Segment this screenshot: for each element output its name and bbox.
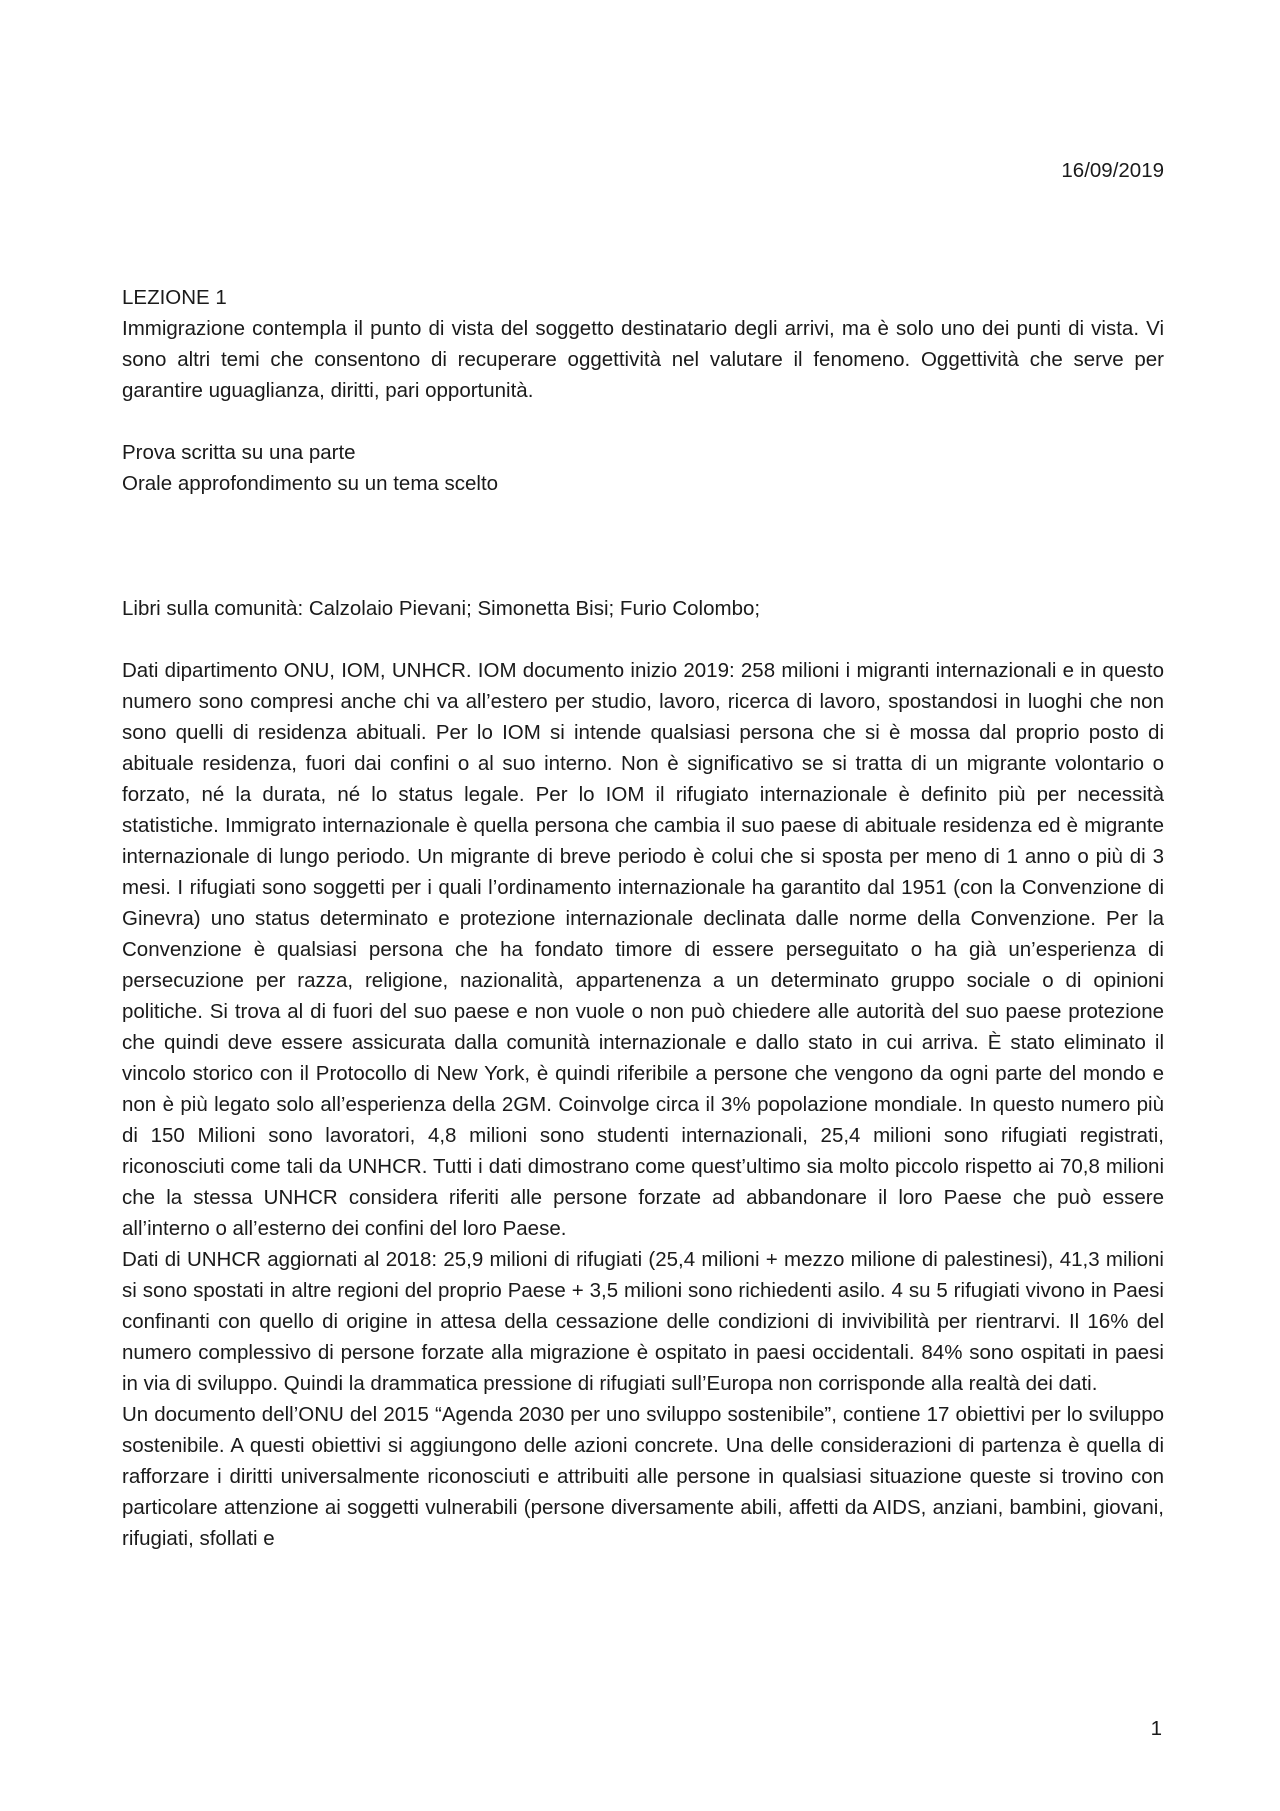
exam-oral-line: Orale approfondimento su un tema scelto (122, 472, 499, 495)
document-body (122, 282, 1164, 1554)
data-sources-paragraph: Dati dipartimento ONU, IOM, UNHCR. IOM documento inizio 2019: 258 milioni i migranti internazionali e in questo numero sono compresi anche chi va all’estero per studio, lavoro, ricerca di lavoro, spostandosi in luoghi che non sono quelli di residenza abituali. Per lo IOM si intende qualsiasi persona che si è mossa dal proprio posto di abituale residenza, fuori dai confini o al suo interno. Non è significativo se si tratta di un migrante volontario o forzato, né la durata, né lo status legale. Per lo IOM il rifugiato internazionale è definito più per necessità statistiche. Immigrato internazionale è quella persona che cambia il suo paese di abituale residenza ed è migrante internazionale di lungo periodo. Un migrante di breve periodo è colui che si sposta per meno di 1 anno o più di 3 mesi. I rifugiati sono soggetti per i quali l’ordinamento internazionale ha garantito dal 1951 (con la Convenzione di Ginevra) uno status determinato e protezione internazionale declinata dalle norme della Convenzione. Per la Convenzione è qualsiasi persona che ha fondato timore di essere perseguitato o ha già un’esperienza di persecuzione per razza, religione, nazionalità, appartenenza a un determinato gruppo sociale o di opinioni politiche. Si trova al di fuori del suo paese e non vuole o non può chiedere alle autorità del suo paese protezione che quindi deve essere assicurata dalla comunità internazionale e dallo stato in cui arriva. È stato eliminato il vincolo storico con il Protocollo di New York, è quindi riferibile a persone che vengono da ogni parte del mondo e non è più legato solo all’esperienza della 2GM. Coinvolge circa il 3% popolazione mondiale. In questo numero più di 150 Milioni sono lavoratori, 4,8 milioni sono studenti internazionali, 25,4 milioni sono rifugiati registrati, riconosciuti come tali da UNHCR. Tutti i dati dimostrano come quest’ultimo sia molto piccolo rispetto ai 70,8 milioni che la stessa UNHCR considera riferiti alle persone forzate ad abbandonare il loro Paese che può essere all’interno o all’esterno dei confini del loro Paese. (122, 659, 1164, 1240)
agenda-2030-paragraph: Un documento dell’ONU del 2015 “Agenda 2030 per uno sviluppo sostenibile”, contiene 17 obiettivi per lo sviluppo sostenibile. A questi obiettivi si aggiungono delle azioni concrete. Una delle considerazioni di partenza è quella di rafforzare i diritti universalmente riconosciuti e attribuiti alle persone in qualsiasi situazione queste si trovino con particolare attenzione ai soggetti vulnerabili (persone diversamente abili, affetti da AIDS, anziani, bambini, giovani, rifugiati, sfollati e (122, 1403, 1164, 1550)
unhcr-2018-paragraph: Dati di UNHCR aggiornati al 2018: 25,9 milioni di rifugiati (25,4 milioni + mezzo milione di palestinesi), 41,3 milioni si sono spostati in altre regioni del proprio Paese + 3,5 milioni sono richiedenti asilo. 4 su 5 rifugiati vivono in Paesi confinanti con quello di origine in attesa della cessazione delle condizioni di invivibilità per rientrarvi. Il 16% del numero complessivo di persone forzate alla migrazione è ospitato in paesi occidentali. 84% sono ospitati in paesi in via di sviluppo. Quindi la drammatica pressione di rifugiati sull’Europa non corrisponde alla realtà dei dati. (122, 1248, 1164, 1395)
page-number: 1 (1150, 1717, 1162, 1740)
document-date: 16/09/2019 (1061, 159, 1164, 182)
books-line: Libri sulla comunità: Calzolaio Pievani; Simonetta Bisi; Furio Colombo; (122, 597, 761, 620)
lesson-title: LEZIONE 1 (122, 286, 227, 309)
intro-paragraph: Immigrazione contempla il punto di vista del soggetto destinatario degli arrivi, ma è solo uno dei punti di vista. Vi sono altri temi che consentono di recuperare oggettività nel valutare il fenomeno. Oggettività che serve per garantire uguaglianza, diritti, pari opportunità. (122, 317, 1164, 402)
exam-written-line: Prova scritta su una parte (122, 441, 356, 464)
